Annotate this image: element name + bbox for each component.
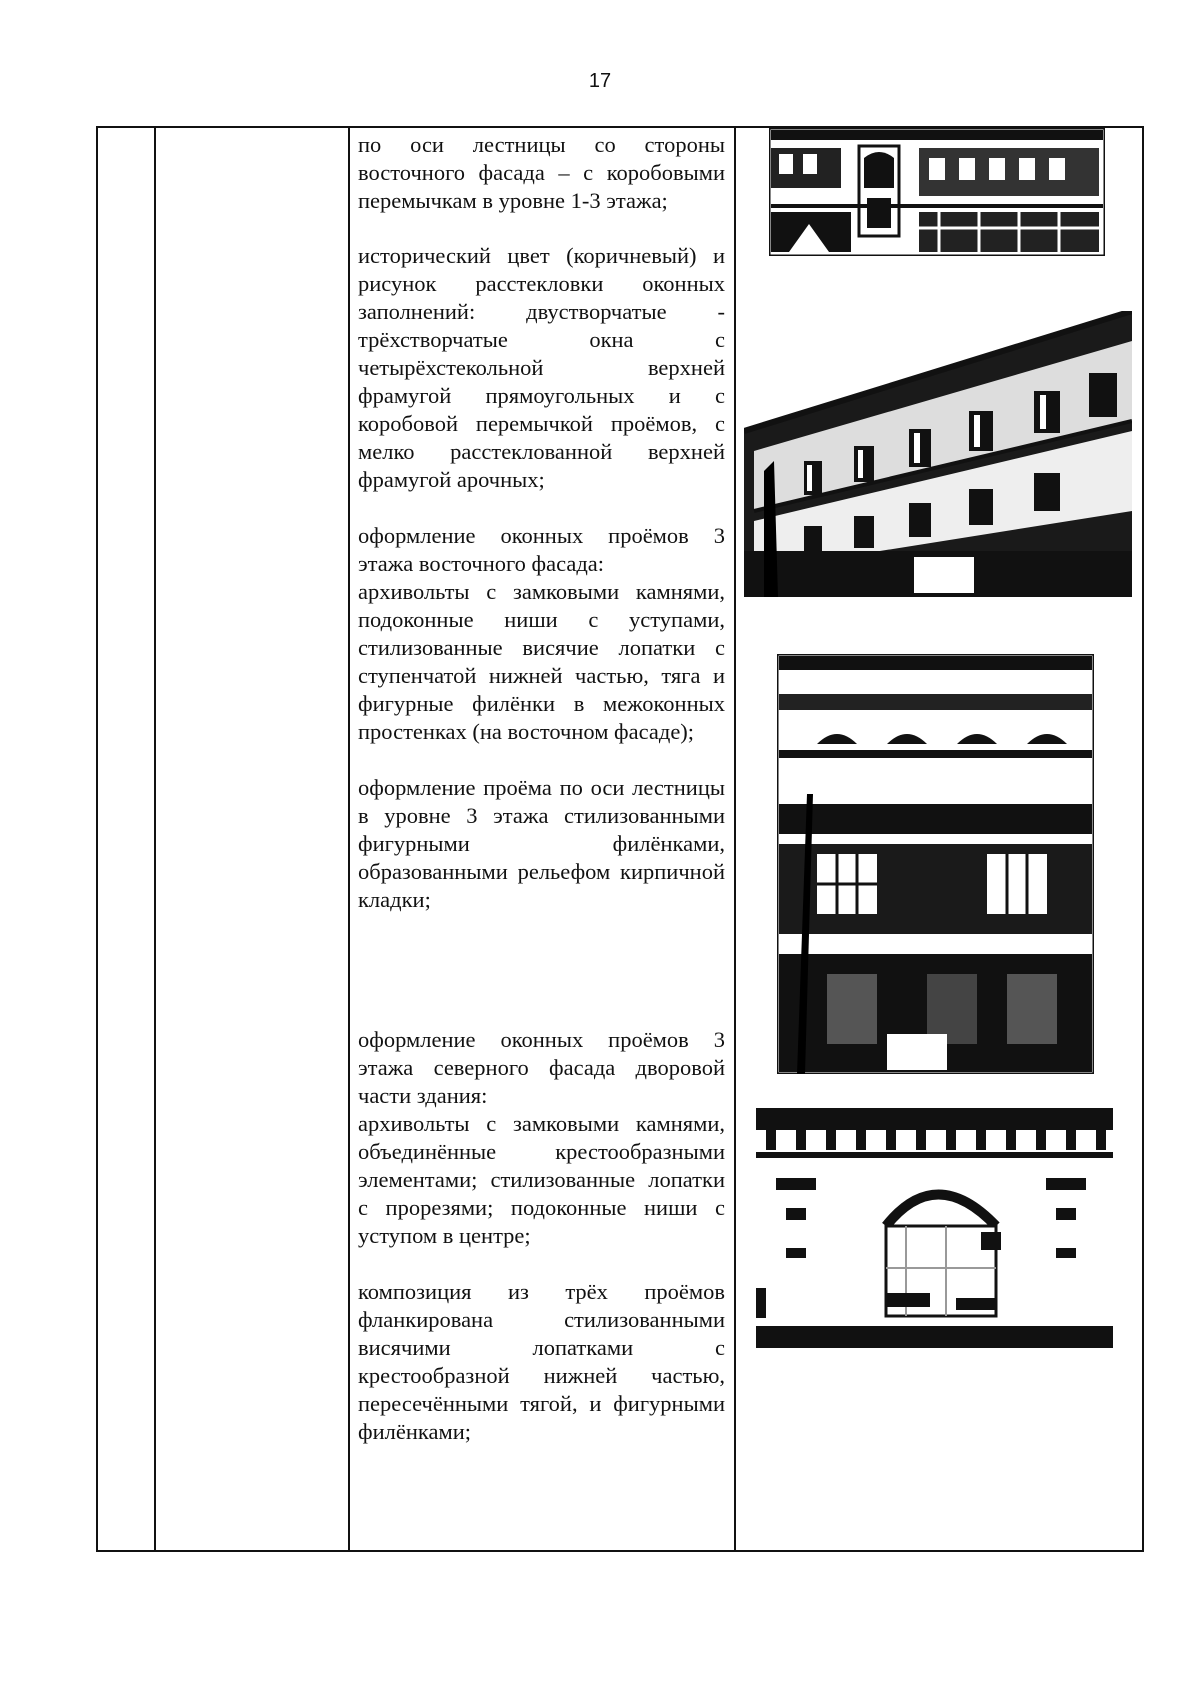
table-column-divider	[734, 126, 736, 1552]
building-photo-facade-detail	[777, 654, 1094, 1074]
text-block-staircase-axis	[358, 131, 725, 215]
paragraph-staircase-lintels: по оси лестницы со стороны восточного фасада – с коробовыми перемычкам в уровне 1-3 этажа;	[358, 132, 725, 213]
text-block-north-facade	[358, 1026, 725, 1250]
paragraph-window-color: исторический цвет (коричневый) и рисунок расстекловки оконных заполнений: двустворчатые - трёхстворчатые окна с четырёхстекольной верхней фрамугой прямоугольных и с коробовой перемычкой проёмов, с мелко расстеклованной верхней фрамугой арочных;	[358, 243, 725, 492]
page-number: 17	[588, 70, 612, 92]
text-block-three-openings	[358, 1278, 725, 1446]
paragraph-north-facade-details: архивольты с замковыми камнями, объединённые крестообразными элементами; стилизованные лопатки с прорезями; подоконные ниши с уступом в центре;	[358, 1111, 725, 1248]
building-photo-perspective	[744, 311, 1132, 597]
paragraph-east-facade-heading: оформление оконных проёмов 3 этажа восточного фасада:	[358, 523, 725, 576]
table-column-divider	[154, 126, 156, 1552]
paragraph-three-openings: композиция из трёх проёмов фланкирована стилизованными висячими лопатками с крестообразной нижней частью, пересечёнными тягой, и фигурными филёнками;	[358, 1279, 725, 1444]
text-block-east-facade	[358, 522, 725, 746]
paragraph-north-facade-heading: оформление оконных проёмов 3 этажа северного фасада дворовой части здания:	[358, 1027, 725, 1108]
paragraph-east-facade-details: архивольты с замковыми камнями, подоконные ниши с уступами, стилизованные висячие лопатки с ступенчатой нижней частью, тяга и фигурные филёнки в межоконных простенках (на восточном фасаде);	[358, 579, 725, 744]
text-block-staircase-opening	[358, 774, 725, 914]
paragraph-staircase-panels: оформление проёма по оси лестницы в уровне 3 этажа стилизованными фигурными филёнками, образованными рельефом кирпичной кладки;	[358, 775, 725, 912]
building-photo-staircase	[769, 128, 1105, 256]
text-block-window-fillings	[358, 242, 725, 494]
table-column-divider	[348, 126, 350, 1552]
building-photo-arched-window	[756, 1108, 1113, 1348]
